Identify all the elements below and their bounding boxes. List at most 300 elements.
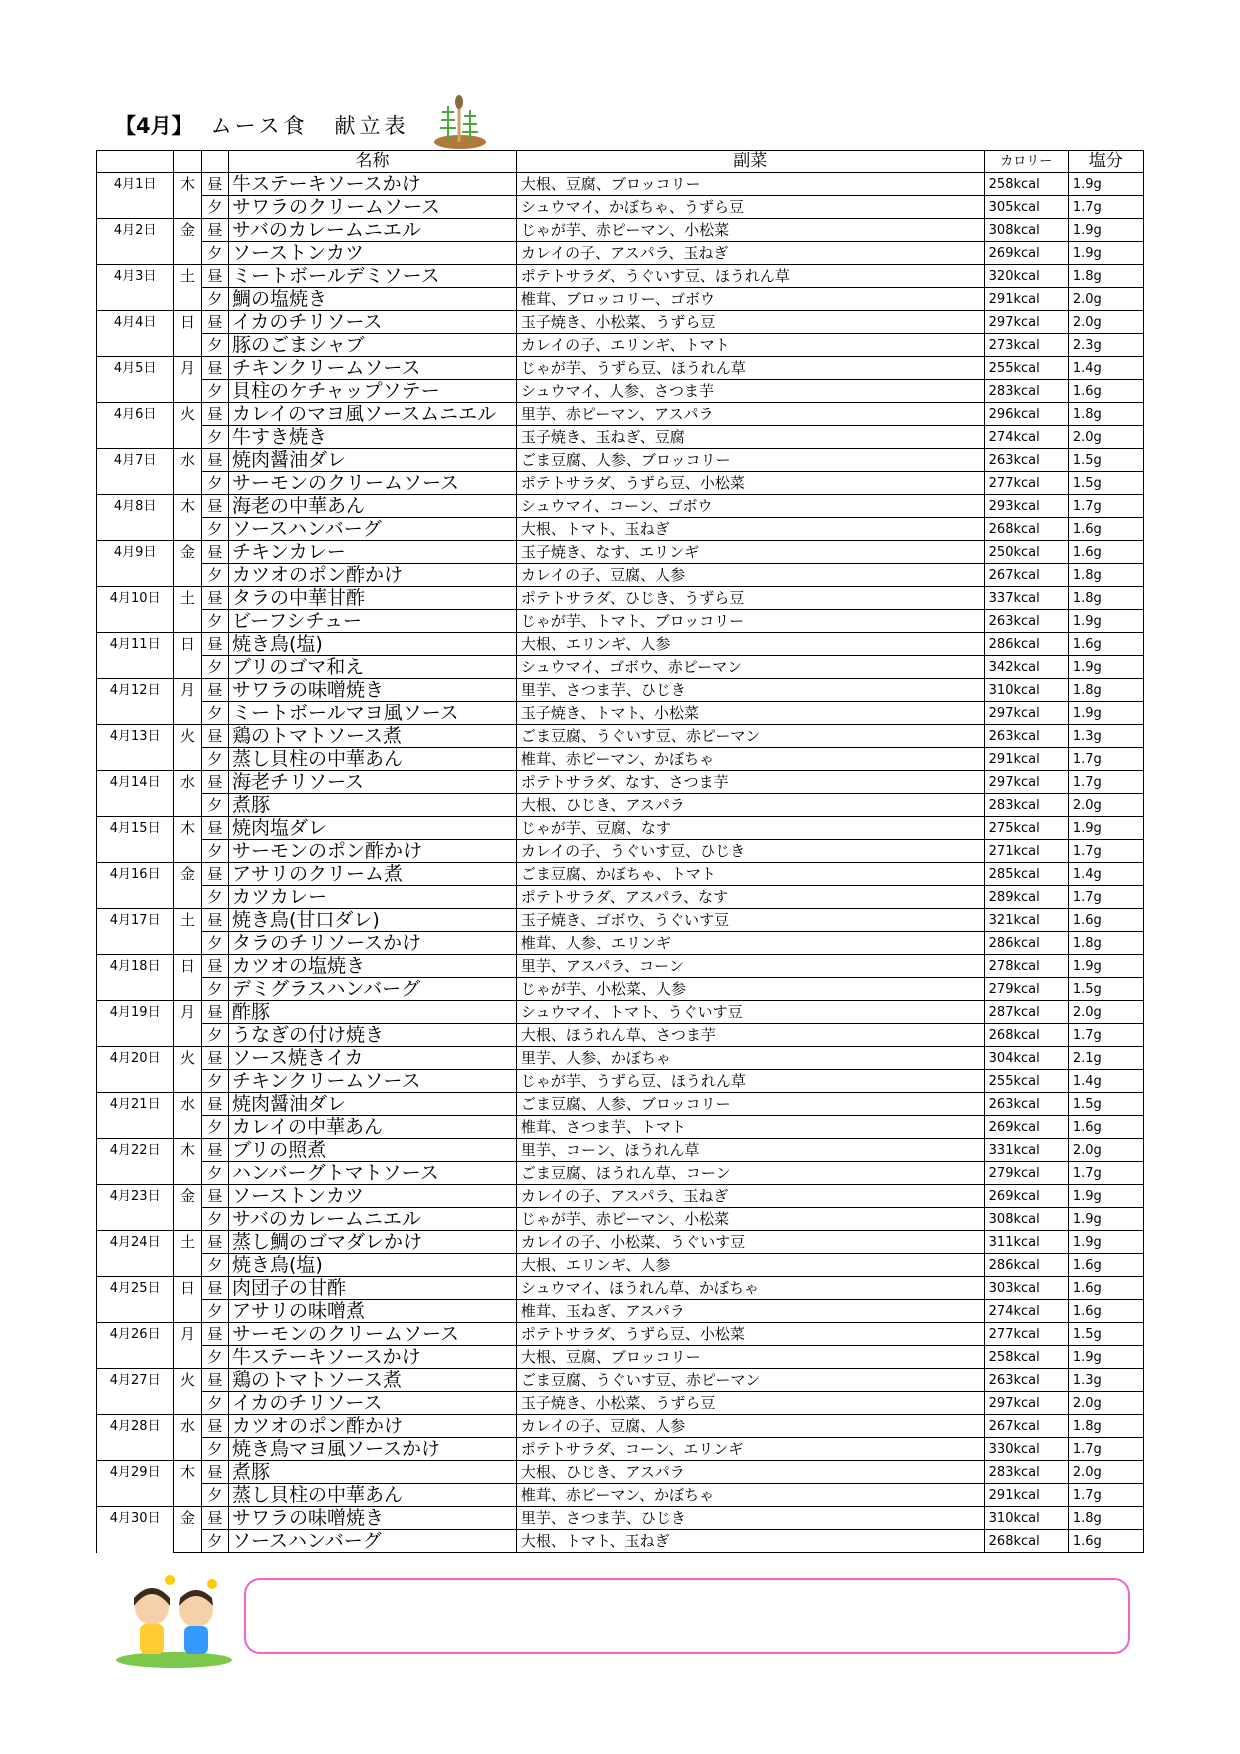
meal-type: 夕 bbox=[201, 610, 228, 633]
header-dow bbox=[174, 151, 201, 173]
day-date: 4月25日 bbox=[97, 1277, 174, 1300]
dish-name: 焼き鳥マヨ風ソースかけ bbox=[229, 1438, 517, 1461]
side-dishes: 里芋、さつま芋、ひじき bbox=[516, 679, 984, 702]
day-of-week bbox=[174, 1346, 201, 1369]
day-of-week: 木 bbox=[174, 173, 201, 196]
table-row bbox=[97, 1323, 1144, 1346]
day-date bbox=[97, 472, 174, 495]
table-row bbox=[97, 1024, 1144, 1047]
calories: 263kcal bbox=[984, 610, 1068, 633]
day-date: 4月1日 bbox=[97, 173, 174, 196]
table-row bbox=[97, 1300, 1144, 1323]
day-date bbox=[97, 1346, 174, 1369]
meal-type: 昼 bbox=[201, 771, 228, 794]
calories: 305kcal bbox=[984, 196, 1068, 219]
dish-name: カツカレー bbox=[229, 886, 517, 909]
dish-name: サーモンのクリームソース bbox=[229, 472, 517, 495]
calories: 268kcal bbox=[984, 1530, 1068, 1553]
meal-type: 夕 bbox=[201, 978, 228, 1001]
salt-content: 2.0g bbox=[1068, 426, 1143, 449]
day-of-week: 土 bbox=[174, 587, 201, 610]
calories: 330kcal bbox=[984, 1438, 1068, 1461]
meal-type: 夕 bbox=[201, 288, 228, 311]
salt-content: 1.6g bbox=[1068, 541, 1143, 564]
table-row bbox=[97, 1047, 1144, 1070]
salt-content: 1.7g bbox=[1068, 1484, 1143, 1507]
meal-type: 昼 bbox=[201, 1461, 228, 1484]
meal-type: 夕 bbox=[201, 334, 228, 357]
side-dishes: 里芋、人参、かぼちゃ bbox=[516, 1047, 984, 1070]
day-date: 4月7日 bbox=[97, 449, 174, 472]
side-dishes: 大根、ひじき、アスパラ bbox=[516, 1461, 984, 1484]
day-date: 4月8日 bbox=[97, 495, 174, 518]
side-dishes: カレイの子、小松菜、うぐいす豆 bbox=[516, 1231, 984, 1254]
side-dishes: 大根、エリンギ、人参 bbox=[516, 1254, 984, 1277]
side-dishes: ごま豆腐、うぐいす豆、赤ピーマン bbox=[516, 725, 984, 748]
meal-type: 昼 bbox=[201, 173, 228, 196]
day-of-week bbox=[174, 1300, 201, 1323]
calories: 297kcal bbox=[984, 1392, 1068, 1415]
dish-name: サバのカレームニエル bbox=[229, 1208, 517, 1231]
day-date: 4月30日 bbox=[97, 1507, 174, 1530]
salt-content: 1.9g bbox=[1068, 219, 1143, 242]
calories: 274kcal bbox=[984, 426, 1068, 449]
calories: 277kcal bbox=[984, 1323, 1068, 1346]
side-dishes: じゃが芋、うずら豆、ほうれん草 bbox=[516, 1070, 984, 1093]
table-row bbox=[97, 1507, 1144, 1530]
dish-name: カツオのポン酢かけ bbox=[229, 1415, 517, 1438]
dish-name: カツオのポン酢かけ bbox=[229, 564, 517, 587]
side-dishes: 大根、豆腐、ブロッコリー bbox=[516, 1346, 984, 1369]
side-dishes: 大根、ひじき、アスパラ bbox=[516, 794, 984, 817]
meal-type: 夕 bbox=[201, 1208, 228, 1231]
salt-content: 1.5g bbox=[1068, 1093, 1143, 1116]
day-date bbox=[97, 564, 174, 587]
salt-content: 1.9g bbox=[1068, 1185, 1143, 1208]
horsetail-plant-icon bbox=[430, 92, 490, 150]
day-date: 4月19日 bbox=[97, 1001, 174, 1024]
calories: 269kcal bbox=[984, 1116, 1068, 1139]
table-row bbox=[97, 817, 1144, 840]
side-dishes: ごま豆腐、人参、ブロッコリー bbox=[516, 1093, 984, 1116]
calories: 296kcal bbox=[984, 403, 1068, 426]
day-of-week bbox=[174, 1024, 201, 1047]
side-dishes: ごま豆腐、人参、ブロッコリー bbox=[516, 449, 984, 472]
meal-type: 昼 bbox=[201, 955, 228, 978]
side-dishes: じゃが芋、トマト、ブロッコリー bbox=[516, 610, 984, 633]
side-dishes: ポテトサラダ、うぐいす豆、ほうれん草 bbox=[516, 265, 984, 288]
calories: 287kcal bbox=[984, 1001, 1068, 1024]
salt-content: 2.3g bbox=[1068, 334, 1143, 357]
dish-name: ソース焼きイカ bbox=[229, 1047, 517, 1070]
table-row bbox=[97, 1346, 1144, 1369]
day-date: 4月3日 bbox=[97, 265, 174, 288]
calories: 320kcal bbox=[984, 265, 1068, 288]
table-row bbox=[97, 1369, 1144, 1392]
table-row bbox=[97, 748, 1144, 771]
meal-type: 夕 bbox=[201, 1024, 228, 1047]
table-row bbox=[97, 1392, 1144, 1415]
day-of-week: 日 bbox=[174, 311, 201, 334]
salt-content: 1.8g bbox=[1068, 679, 1143, 702]
salt-content: 1.6g bbox=[1068, 1254, 1143, 1277]
day-date bbox=[97, 518, 174, 541]
day-date bbox=[97, 1438, 174, 1461]
table-row bbox=[97, 1438, 1144, 1461]
side-dishes: ごま豆腐、ほうれん草、コーン bbox=[516, 1162, 984, 1185]
day-date bbox=[97, 1024, 174, 1047]
day-of-week bbox=[174, 196, 201, 219]
meal-type: 昼 bbox=[201, 1139, 228, 1162]
dish-name: ハンバーグトマトソース bbox=[229, 1162, 517, 1185]
salt-content: 1.5g bbox=[1068, 472, 1143, 495]
calories: 274kcal bbox=[984, 1300, 1068, 1323]
calories: 297kcal bbox=[984, 771, 1068, 794]
calories: 286kcal bbox=[984, 633, 1068, 656]
calories: 304kcal bbox=[984, 1047, 1068, 1070]
salt-content: 1.9g bbox=[1068, 173, 1143, 196]
day-date bbox=[97, 656, 174, 679]
calories: 291kcal bbox=[984, 288, 1068, 311]
dish-name: カツオの塩焼き bbox=[229, 955, 517, 978]
table-row bbox=[97, 380, 1144, 403]
side-dishes: カレイの子、エリンギ、トマト bbox=[516, 334, 984, 357]
salt-content: 2.0g bbox=[1068, 1392, 1143, 1415]
day-of-week: 金 bbox=[174, 541, 201, 564]
table-row bbox=[97, 1208, 1144, 1231]
table-row bbox=[97, 403, 1144, 426]
meal-type: 昼 bbox=[201, 909, 228, 932]
side-dishes: ポテトサラダ、ひじき、うずら豆 bbox=[516, 587, 984, 610]
day-date bbox=[97, 1530, 174, 1553]
side-dishes: じゃが芋、赤ピーマン、小松菜 bbox=[516, 219, 984, 242]
day-of-week bbox=[174, 380, 201, 403]
meal-type: 昼 bbox=[201, 1185, 228, 1208]
side-dishes: カレイの子、豆腐、人参 bbox=[516, 1415, 984, 1438]
side-dishes: カレイの子、豆腐、人参 bbox=[516, 564, 984, 587]
meal-type: 夕 bbox=[201, 794, 228, 817]
side-dishes: シュウマイ、ほうれん草、かぼちゃ bbox=[516, 1277, 984, 1300]
meal-type: 昼 bbox=[201, 541, 228, 564]
side-dishes: ごま豆腐、かぼちゃ、トマト bbox=[516, 863, 984, 886]
salt-content: 1.9g bbox=[1068, 656, 1143, 679]
calories: 283kcal bbox=[984, 1461, 1068, 1484]
salt-content: 1.9g bbox=[1068, 610, 1143, 633]
day-of-week: 木 bbox=[174, 817, 201, 840]
dish-name: 焼肉醤油ダレ bbox=[229, 449, 517, 472]
day-of-week bbox=[174, 610, 201, 633]
calories: 279kcal bbox=[984, 1162, 1068, 1185]
day-date bbox=[97, 426, 174, 449]
salt-content: 1.3g bbox=[1068, 1369, 1143, 1392]
day-of-week bbox=[174, 748, 201, 771]
dish-name: 牛すき焼き bbox=[229, 426, 517, 449]
day-of-week bbox=[174, 1162, 201, 1185]
table-row bbox=[97, 541, 1144, 564]
day-of-week bbox=[174, 242, 201, 265]
day-of-week bbox=[174, 288, 201, 311]
table-row bbox=[97, 1254, 1144, 1277]
day-date bbox=[97, 1392, 174, 1415]
salt-content: 1.6g bbox=[1068, 633, 1143, 656]
side-dishes: ポテトサラダ、うずら豆、小松菜 bbox=[516, 472, 984, 495]
day-of-week: 土 bbox=[174, 265, 201, 288]
day-date: 4月26日 bbox=[97, 1323, 174, 1346]
dish-name: ソーストンカツ bbox=[229, 1185, 517, 1208]
meal-type: 夕 bbox=[201, 840, 228, 863]
dish-name: アサリの味噌煮 bbox=[229, 1300, 517, 1323]
dish-name: サワラの味噌焼き bbox=[229, 1507, 517, 1530]
day-of-week bbox=[174, 702, 201, 725]
side-dishes: 玉子焼き、トマト、小松菜 bbox=[516, 702, 984, 725]
meal-type: 昼 bbox=[201, 311, 228, 334]
title-doc: 献立表 bbox=[334, 114, 410, 138]
day-of-week bbox=[174, 334, 201, 357]
day-date: 4月5日 bbox=[97, 357, 174, 380]
meal-type: 夕 bbox=[201, 1438, 228, 1461]
calories: 331kcal bbox=[984, 1139, 1068, 1162]
day-date: 4月11日 bbox=[97, 633, 174, 656]
day-date bbox=[97, 702, 174, 725]
meal-type: 夕 bbox=[201, 1392, 228, 1415]
salt-content: 1.8g bbox=[1068, 403, 1143, 426]
table-row bbox=[97, 955, 1144, 978]
day-of-week: 月 bbox=[174, 1001, 201, 1024]
calories: 297kcal bbox=[984, 311, 1068, 334]
side-dishes: ポテトサラダ、うずら豆、小松菜 bbox=[516, 1323, 984, 1346]
side-dishes: シュウマイ、コーン、ゴボウ bbox=[516, 495, 984, 518]
calories: 291kcal bbox=[984, 748, 1068, 771]
meal-type: 夕 bbox=[201, 932, 228, 955]
salt-content: 2.0g bbox=[1068, 1139, 1143, 1162]
calories: 293kcal bbox=[984, 495, 1068, 518]
day-date: 4月12日 bbox=[97, 679, 174, 702]
side-dishes: 大根、エリンギ、人参 bbox=[516, 633, 984, 656]
dish-name: 焼き鳥(塩) bbox=[229, 633, 517, 656]
dish-name: カレイのマヨ風ソースムニエル bbox=[229, 403, 517, 426]
day-of-week bbox=[174, 1070, 201, 1093]
dish-name: 酢豚 bbox=[229, 1001, 517, 1024]
meal-type: 昼 bbox=[201, 679, 228, 702]
meal-type: 昼 bbox=[201, 587, 228, 610]
salt-content: 1.6g bbox=[1068, 909, 1143, 932]
dish-name: サバのカレームニエル bbox=[229, 219, 517, 242]
day-of-week bbox=[174, 1392, 201, 1415]
side-dishes: 玉子焼き、ゴボウ、うぐいす豆 bbox=[516, 909, 984, 932]
side-dishes: じゃが芋、うずら豆、ほうれん草 bbox=[516, 357, 984, 380]
day-date: 4月15日 bbox=[97, 817, 174, 840]
meal-type: 昼 bbox=[201, 495, 228, 518]
title-month: 【4月】 bbox=[115, 114, 193, 138]
dish-name: ビーフシチュー bbox=[229, 610, 517, 633]
day-of-week bbox=[174, 426, 201, 449]
dish-name: ブリのゴマ和え bbox=[229, 656, 517, 679]
calories: 310kcal bbox=[984, 679, 1068, 702]
side-dishes: 椎茸、赤ピーマン、かぼちゃ bbox=[516, 1484, 984, 1507]
dish-name: 牛ステーキソースかけ bbox=[229, 1346, 517, 1369]
table-row bbox=[97, 886, 1144, 909]
table-row bbox=[97, 311, 1144, 334]
salt-content: 1.4g bbox=[1068, 863, 1143, 886]
meal-type: 昼 bbox=[201, 449, 228, 472]
table-row bbox=[97, 242, 1144, 265]
day-of-week bbox=[174, 840, 201, 863]
day-of-week: 水 bbox=[174, 449, 201, 472]
table-row bbox=[97, 1162, 1144, 1185]
side-dishes: シュウマイ、トマト、うぐいす豆 bbox=[516, 1001, 984, 1024]
meal-type: 昼 bbox=[201, 1369, 228, 1392]
salt-content: 2.0g bbox=[1068, 1001, 1143, 1024]
day-of-week bbox=[174, 472, 201, 495]
meal-type: 夕 bbox=[201, 886, 228, 909]
salt-content: 1.7g bbox=[1068, 495, 1143, 518]
day-date: 4月9日 bbox=[97, 541, 174, 564]
side-dishes: シュウマイ、人参、さつま芋 bbox=[516, 380, 984, 403]
calories: 289kcal bbox=[984, 886, 1068, 909]
side-dishes: シュウマイ、ゴボウ、赤ピーマン bbox=[516, 656, 984, 679]
day-date: 4月29日 bbox=[97, 1461, 174, 1484]
calories: 267kcal bbox=[984, 1415, 1068, 1438]
meal-type: 昼 bbox=[201, 1093, 228, 1116]
meal-type: 昼 bbox=[201, 1277, 228, 1300]
table-row bbox=[97, 196, 1144, 219]
table-header-row bbox=[97, 151, 1144, 173]
dish-name: タラの中華甘酢 bbox=[229, 587, 517, 610]
day-of-week: 日 bbox=[174, 955, 201, 978]
meal-type: 昼 bbox=[201, 1323, 228, 1346]
table-row bbox=[97, 288, 1144, 311]
salt-content: 2.0g bbox=[1068, 1461, 1143, 1484]
meal-type: 夕 bbox=[201, 426, 228, 449]
table-row bbox=[97, 1116, 1144, 1139]
salt-content: 1.9g bbox=[1068, 1208, 1143, 1231]
day-of-week: 月 bbox=[174, 679, 201, 702]
menu-body bbox=[97, 173, 1144, 1553]
meal-type: 昼 bbox=[201, 863, 228, 886]
meal-type: 夕 bbox=[201, 1116, 228, 1139]
dish-name: チキンクリームソース bbox=[229, 357, 517, 380]
calories: 268kcal bbox=[984, 1024, 1068, 1047]
dish-name: 蒸し貝柱の中華あん bbox=[229, 748, 517, 771]
day-date: 4月13日 bbox=[97, 725, 174, 748]
day-of-week: 火 bbox=[174, 725, 201, 748]
meal-type: 昼 bbox=[201, 1415, 228, 1438]
calories: 283kcal bbox=[984, 794, 1068, 817]
salt-content: 2.0g bbox=[1068, 794, 1143, 817]
dish-name: 煮豚 bbox=[229, 1461, 517, 1484]
day-of-week bbox=[174, 1484, 201, 1507]
dish-name: 鯛の塩焼き bbox=[229, 288, 517, 311]
calories: 263kcal bbox=[984, 725, 1068, 748]
dish-name: ソースハンバーグ bbox=[229, 1530, 517, 1553]
salt-content: 1.9g bbox=[1068, 955, 1143, 978]
dish-name: 焼肉塩ダレ bbox=[229, 817, 517, 840]
meal-type: 昼 bbox=[201, 725, 228, 748]
table-row bbox=[97, 219, 1144, 242]
meal-type: 夕 bbox=[201, 1254, 228, 1277]
table-row bbox=[97, 1001, 1144, 1024]
dish-name: デミグラスハンバーグ bbox=[229, 978, 517, 1001]
table-row bbox=[97, 449, 1144, 472]
salt-content: 1.6g bbox=[1068, 1530, 1143, 1553]
table-row bbox=[97, 1484, 1144, 1507]
salt-content: 1.8g bbox=[1068, 1507, 1143, 1530]
salt-content: 1.5g bbox=[1068, 449, 1143, 472]
table-row bbox=[97, 1461, 1144, 1484]
calories: 283kcal bbox=[984, 380, 1068, 403]
salt-content: 2.1g bbox=[1068, 1047, 1143, 1070]
salt-content: 1.5g bbox=[1068, 1323, 1143, 1346]
dish-name: 海老の中華あん bbox=[229, 495, 517, 518]
side-dishes: 里芋、コーン、ほうれん草 bbox=[516, 1139, 984, 1162]
day-date: 4月16日 bbox=[97, 863, 174, 886]
salt-content: 2.0g bbox=[1068, 288, 1143, 311]
day-date: 4月2日 bbox=[97, 219, 174, 242]
meal-type: 夕 bbox=[201, 1162, 228, 1185]
day-date bbox=[97, 1208, 174, 1231]
calories: 308kcal bbox=[984, 219, 1068, 242]
day-date bbox=[97, 1254, 174, 1277]
day-of-week bbox=[174, 794, 201, 817]
meal-type: 夕 bbox=[201, 656, 228, 679]
side-dishes: 玉子焼き、小松菜、うずら豆 bbox=[516, 311, 984, 334]
calories: 263kcal bbox=[984, 1093, 1068, 1116]
dish-name: 焼き鳥(甘口ダレ) bbox=[229, 909, 517, 932]
calories: 303kcal bbox=[984, 1277, 1068, 1300]
dish-name: アサリのクリーム煮 bbox=[229, 863, 517, 886]
calories: 285kcal bbox=[984, 863, 1068, 886]
day-date bbox=[97, 288, 174, 311]
calories: 342kcal bbox=[984, 656, 1068, 679]
table-row bbox=[97, 1070, 1144, 1093]
side-dishes: 椎茸、玉ねぎ、アスパラ bbox=[516, 1300, 984, 1323]
meal-type: 夕 bbox=[201, 196, 228, 219]
side-dishes: ポテトサラダ、コーン、エリンギ bbox=[516, 1438, 984, 1461]
table-row bbox=[97, 1231, 1144, 1254]
table-row bbox=[97, 426, 1144, 449]
calories: 268kcal bbox=[984, 518, 1068, 541]
salt-content: 1.8g bbox=[1068, 564, 1143, 587]
salt-content: 1.7g bbox=[1068, 1438, 1143, 1461]
dish-name: カレイの中華あん bbox=[229, 1116, 517, 1139]
calories: 310kcal bbox=[984, 1507, 1068, 1530]
dish-name: 焼き鳥(塩) bbox=[229, 1254, 517, 1277]
day-date bbox=[97, 932, 174, 955]
kids-waving-icon bbox=[112, 1568, 237, 1668]
day-of-week: 日 bbox=[174, 1277, 201, 1300]
calories: 271kcal bbox=[984, 840, 1068, 863]
table-row bbox=[97, 334, 1144, 357]
side-dishes: 大根、ほうれん草、さつま芋 bbox=[516, 1024, 984, 1047]
salt-content: 1.9g bbox=[1068, 242, 1143, 265]
day-date bbox=[97, 748, 174, 771]
meal-type: 夕 bbox=[201, 472, 228, 495]
table-row bbox=[97, 909, 1144, 932]
side-dishes: 椎茸、さつま芋、トマト bbox=[516, 1116, 984, 1139]
table-row bbox=[97, 587, 1144, 610]
dish-name: サーモンのクリームソース bbox=[229, 1323, 517, 1346]
day-date: 4月21日 bbox=[97, 1093, 174, 1116]
table-row bbox=[97, 265, 1144, 288]
side-dishes: 椎茸、ブロッコリー、ゴボウ bbox=[516, 288, 984, 311]
salt-content: 2.0g bbox=[1068, 311, 1143, 334]
meal-type: 夕 bbox=[201, 380, 228, 403]
calories: 278kcal bbox=[984, 955, 1068, 978]
calories: 308kcal bbox=[984, 1208, 1068, 1231]
day-of-week: 木 bbox=[174, 1461, 201, 1484]
table-row bbox=[97, 1415, 1144, 1438]
salt-content: 1.9g bbox=[1068, 817, 1143, 840]
